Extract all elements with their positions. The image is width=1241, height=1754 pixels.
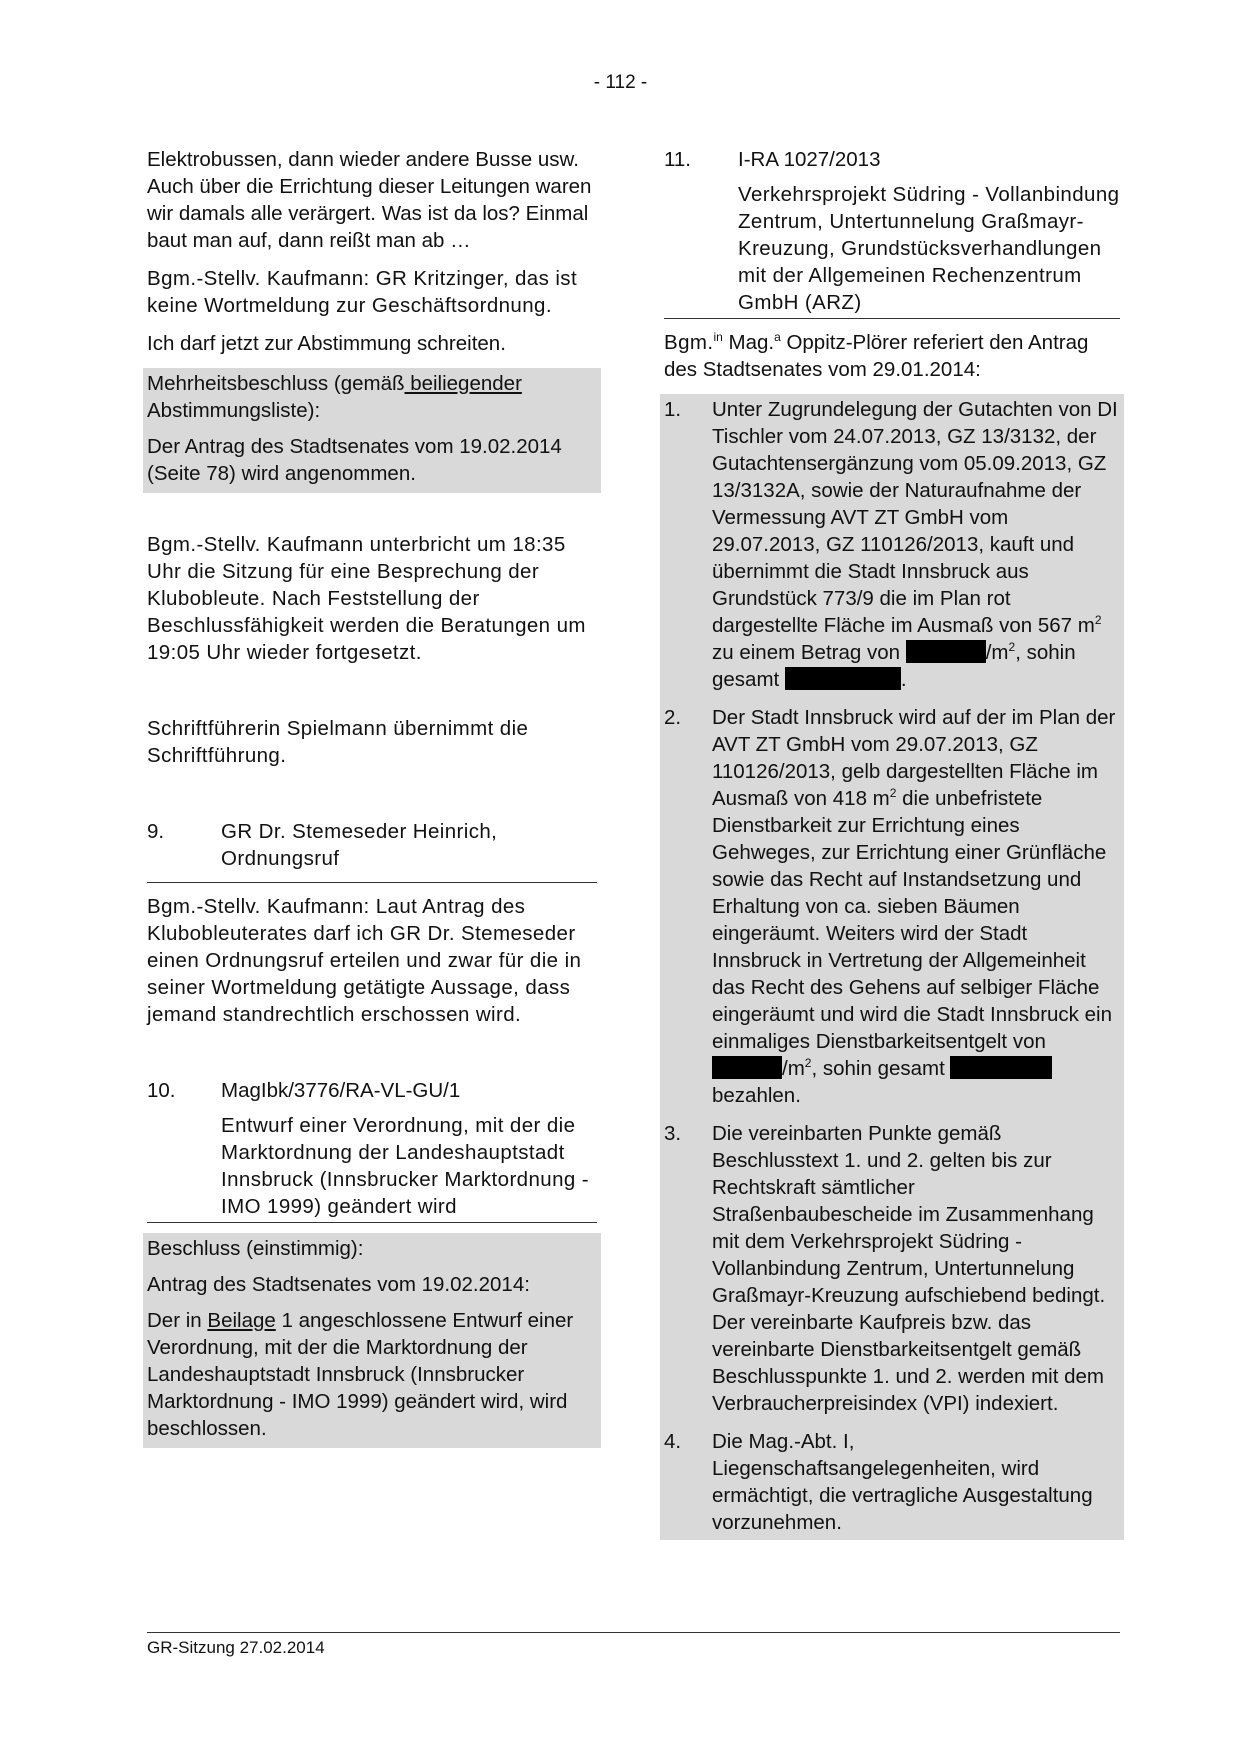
paragraph-order-call: Bgm.-Stellv. Kaufmann: Laut Antrag des Klubobleuterates darf ich GR Dr. Stemeseder einen Ordnungsruf erteilen und zwar für die in seiner Wortmeldung getätigte Aussage, dass jemand standrechtlich erschossen wird. (147, 895, 582, 1026)
easement-text-3: , sohin gesamt (811, 1057, 951, 1080)
redacted-price (712, 1056, 782, 1079)
decision-unanimous-sub: Antrag des Stadtsenates vom 19.02.2014: (147, 1273, 530, 1296)
paragraph-session-break: Bgm.-Stellv. Kaufmann unterbricht um 18:35 Uhr die Sitzung für eine Besprechung der Klubobleute. Nach Feststellung der Beschlussfähigkeit werden die Beratungen um 19:05 Uhr wieder fortgesetzt. (147, 533, 586, 664)
list-item (664, 396, 1120, 693)
appendix-link[interactable]: Beilage (207, 1309, 276, 1332)
easement-text-end: bezahlen. (712, 1084, 801, 1107)
list-item-text: Die vereinbarten Punkte gemäß Beschlusstext 1. und 2. gelten bis zur Rechtskraft sämtlicher Straßenbaubescheide im Zusammenhang mit dem Verkehrsprojekt Südring - Vollanbindung Zentrum, Untertunnelung Graßmayr-Kreuzung aufschiebend bedingt. Der vereinbarte Kaufpreis bzw. das vereinbarte Dienstbarkeitsentgelt gemäß Beschlusspunkte 1. und 2. werden mit dem Verbraucherpreisindex (VPI) indexiert. (712, 1122, 1106, 1415)
paragraph-mayor-report (664, 329, 1120, 383)
decision-unanimous-head: Beschluss (einstimmig): (147, 1237, 364, 1260)
decision-box-unanimous (143, 1233, 601, 1448)
decision-text-rest: 1 angeschlossene Entwurf einer Verordnung, mit der die Marktordnung der Landeshauptstadt Innsbruck (Innsbrucker Marktordnung - IMO 1999) geändert wird, wird beschlossen. (147, 1309, 574, 1440)
paragraph-voting-start: Ich darf jetzt zur Abstimmung schreiten. (147, 332, 506, 355)
paragraph-recorder-change: Schriftführerin Spielmann übernimmt die Schriftführung. (147, 717, 529, 767)
list-item-number: 3. (664, 1122, 682, 1145)
agenda-item-10-reference: MagIbk/3776/RA-VL-GU/1 (221, 1079, 461, 1102)
easement-text-2: die unbefristete Dienstbarkeit zur Errichtung eines Gehweges, zur Errichtung einer Grünfläche sowie das Recht auf Instandsetzung und Erhaltung von ca. sieben Bäumen eingeräumt. Weiters wird der Stadt Innsbruck in Vertretung der Allgemeinheit das Recht des Gehens auf selbiger Fläche eingeräumt und wird die Stadt Innsbruck ein einmaliges Dienstbarkeitsentgelt von (712, 787, 1112, 1053)
decision-majority-label-end: Abstimmungsliste): (147, 399, 321, 422)
redacted-price (906, 640, 986, 663)
decision-text-start: Der in (147, 1309, 208, 1332)
decision-majority-text: Der Antrag des Stadtsenates vom 19.02.2014 (Seite 78) wird angenommen. (147, 435, 562, 485)
list-item (664, 1120, 1120, 1417)
agenda-item-11-number: 11. (664, 148, 691, 171)
list-item-text (712, 396, 1120, 693)
list-item-text: Die Mag.-Abt. I, Liegenschaftsangelegenheiten, wird ermächtigt, die vertragliche Ausgestaltung vorzunehmen. (712, 1430, 1093, 1534)
list-item-number: 1. (664, 398, 682, 421)
list-item-number: 4. (664, 1430, 682, 1453)
agenda-item-9 (147, 818, 597, 883)
unit-sup: 2 (804, 1056, 812, 1071)
list-item (664, 704, 1120, 1109)
purchase-text-2: zu einem Betrag von (712, 641, 906, 664)
purchase-text: Unter Zugrundelegung der Gutachten von DI Tischler vom 24.07.2013, GZ 13/3132, der Gutachtensergänzung vom 05.09.2013, GZ 13/3132A, sowie der Naturaufnahme der Vermessung AVT ZT GmbH vom 29.07.2013, GZ 110126/2013, kauft und übernimmt die Stadt Innsbruck aus Grundstück 773/9 die im Plan rot dargestellte Fläche im Ausmaß von 567 m (712, 398, 1118, 637)
decision-box-proposal (660, 394, 1124, 1540)
mayor-title-sup: in (713, 330, 723, 345)
agenda-item-11 (664, 146, 1120, 319)
decision-majority-head (147, 370, 597, 424)
unit-sup: 2 (1008, 640, 1016, 655)
list-item (664, 1428, 1120, 1536)
unit-sup: 2 (1094, 613, 1102, 628)
right-column (664, 146, 1120, 1540)
page-number: - 112 - (593, 72, 648, 93)
footer-session-date: GR-Sitzung 27.02.2014 (147, 1638, 325, 1657)
easement-text: Der Stadt Innsbruck wird auf der im Plan der AVT ZT GmbH vom 29.07.2013, GZ 110126/2013, gelb dargestellten Fläche im Ausmaß von 418 m (712, 706, 1116, 810)
decision-box-majority (143, 368, 601, 493)
agenda-item-9-number: 9. (147, 820, 165, 843)
agenda-item-9-title: GR Dr. Stemeseder Heinrich, Ordnungsruf (221, 820, 498, 870)
agenda-item-10 (147, 1077, 597, 1223)
paragraph-bus-lines: Elektrobussen, dann wieder andere Busse usw. Auch über die Errichtung dieser Leitungen waren wir damals alle verärgert. Was ist da los? Einmal baut man auf, dann reißt man ab … (147, 148, 592, 252)
list-item-text (712, 704, 1120, 1109)
redacted-total (950, 1056, 1052, 1079)
left-column (147, 146, 597, 1448)
per-unit: /m (782, 1057, 805, 1080)
agenda-item-11-reference: I-RA 1027/2013 (738, 148, 881, 171)
list-item-number: 2. (664, 706, 682, 729)
voting-list-link[interactable]: beiliegender (404, 372, 522, 395)
agenda-item-10-title: Entwurf einer Verordnung, mit der die Marktordnung der Landeshauptstadt Innsbruck (Innsbrucker Marktordnung - IMO 1999) geändert wird (221, 1114, 590, 1218)
paragraph-kaufmann-remark: Bgm.-Stellv. Kaufmann: GR Kritzinger, das ist keine Wortmeldung zur Geschäftsordnung. (147, 267, 578, 317)
mag-title-sup: a (774, 330, 781, 345)
purchase-text-end: . (900, 668, 907, 691)
proposal-list (664, 396, 1120, 1536)
unit-sup: 2 (889, 786, 897, 801)
per-unit: /m (985, 641, 1009, 664)
purchase-text-3: , sohin gesamt (712, 641, 1076, 691)
decision-unanimous-text (147, 1307, 597, 1442)
agenda-item-11-title: Verkehrsprojekt Südring - Vollanbindung Zentrum, Untertunnelung Graßmayr-Kreuzung, Grundstücksverhandlungen mit der Allgemeinen Rechenzentrum GmbH (ARZ) (738, 183, 1120, 314)
mag-title: Mag. (722, 331, 775, 354)
redacted-total (785, 667, 901, 690)
decision-majority-label: Mehrheitsbeschluss (gemäß (147, 372, 405, 395)
agenda-item-10-number: 10. (147, 1079, 176, 1102)
mayor-report-text: Oppitz-Plörer referiert den Antrag des Stadtsenates vom 29.01.2014: (664, 331, 1089, 381)
footer-divider (147, 1632, 1120, 1633)
mayor-title: Bgm. (664, 331, 714, 354)
